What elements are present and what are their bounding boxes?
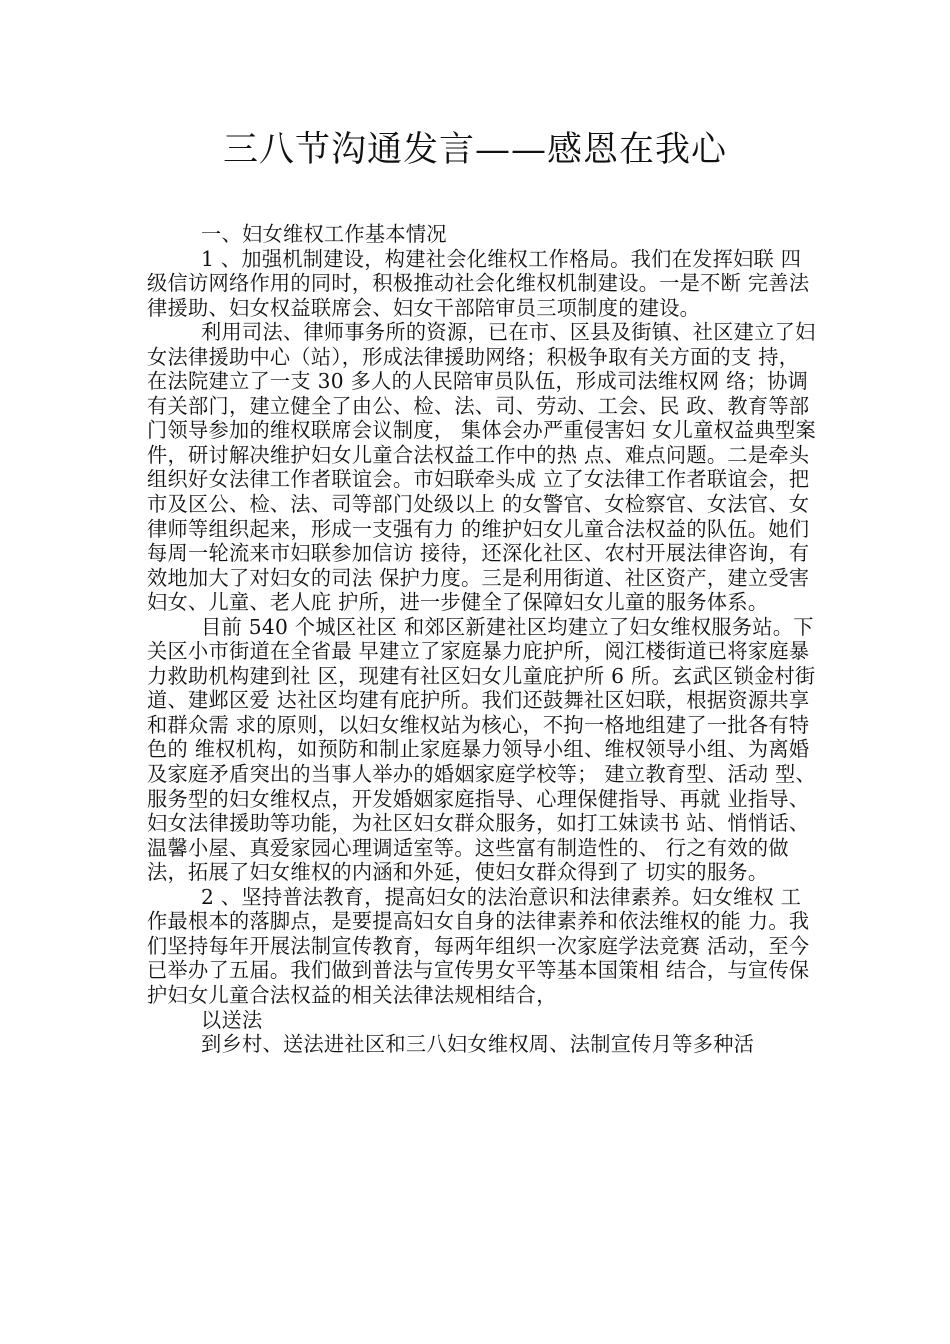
document-title: 三八节沟通发言——感恩在我心 xyxy=(222,130,727,170)
paragraph: 利用司法、律师事务所的资源，已在市、区县及街镇、社区建立了妇 女法律援助中心（站），形成法律援助网络；积极争取有关方面的支 持，在法院建立了一支 30 多人的人民陪审员队伍，形成司法维权网 络；协调有关部门，建立健全了由公、检、法、司、劳动、工会、民 政、教育等部门领导参加的维权联席会议制度， 集体会办严重侵害妇 女儿童权益典型案件，研讨解决维护妇女儿童合法权益工作中的热 点、难点问题。二是牵头组织好女法律工作者联谊会。市妇联牵头成 立了女法律工作者联谊会，把市及区公、检、法、司等部门处级以上 的女警官、女检察官、女法官、女律师等组织起来，形成一支强有力 的维护妇女儿童合法权益的队伍。她们每周一轮流来市妇联参加信访 接待，还深化社区、农村开展法律咨询，有效地加大了对妇女的司法 保护力度。三是利用街道、社区资产，建立受害妇女、儿童、老人庇 护所，进一步健全了保障妇女儿童的服务体系。 xyxy=(147,320,823,615)
document-body xyxy=(147,222,823,1057)
paragraph: 以送法 xyxy=(201,1007,263,1032)
paragraph: 2 、坚持普法教育，提高妇女的法治意识和法律素养。妇女维权 工 作最根本的落脚点，是要提高妇女自身的法律素养和依法维权的能 力。我们坚持每年开展法制宣传教育，每两年组织一次家庭学法竞赛 活动，至今已举办了五届。我们做到普法与宣传男女平等基本国策相 结合，与宣传保护妇女儿童合法权益的相关法律法规相结合， xyxy=(147,884,810,1007)
paragraph: 到乡村、送法进社区和三八妇女维权周、法制宣传月等多种活 xyxy=(201,1032,755,1057)
paragraph: 1 、加强机制建设，构建社会化维权工作格局。我们在发挥妇联 四级信访网络作用的同时，积极推动社会化维权机制建设。一是不断 完善法律援助、妇女权益联席会、妇女干部陪审员三项制度的建设。 xyxy=(147,246,810,320)
paragraph: 目前 540 个城区社区 和郊区新建社区均建立了妇女维权服务站。下关区小市街道在全省最 早建立了家庭暴力庇护所，阅江楼街道已将家庭暴力救助机构建到社 区，现建有社区妇女儿童庇护所 6 所。玄武区锁金村街道、建邺区爱 达社区均建有庇护所。我们还鼓舞社区妇联，根据资源共享和群众需 求的原则，以妇女维权站为核心，不拘一格地组建了一批各有特色的 维权机构，如预防和制止家庭暴力领导小组、维权领导小组、为离婚 及家庭矛盾突出的当事人举办的婚姻家庭学校等； 建立教育型、活动 型、服务型的妇女维权点，开发婚姻家庭指导、心理保健指导、再就 业指导、妇女法律援助等功能，为社区妇女群众服务，如打工妹读书 站、悄悄话、温馨小屋、真爱家园心理调适室等。这些富有制造性的、 行之有效的做法，拓展了妇女维权的内涵和外延，使妇女群众得到了 切实的服务。 xyxy=(147,614,817,885)
section-heading: 一、妇女维权工作基本情况 xyxy=(201,222,447,246)
